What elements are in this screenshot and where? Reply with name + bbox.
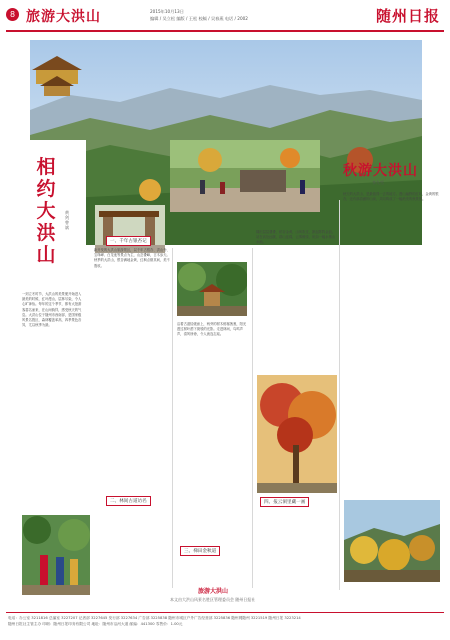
issue-editors: 编辑 / 吴立松 编版 / 王松 校稿 / 吴春燕 电话 / 2002: [150, 15, 248, 21]
footer-rule: [6, 612, 444, 613]
title-char: 大: [36, 200, 56, 222]
tourists-photo: [170, 140, 320, 212]
article-column-d: 秋天的大洪山，是最值得一去的地方。漫山遍野的红叶，金黄的银杏，还有那清澈的山泉，共同构成了一幅绝美的秋景图。: [343, 192, 439, 202]
title-char: 约: [36, 178, 56, 200]
newspaper-name: 随州日报: [375, 7, 440, 25]
column-divider: [172, 248, 173, 588]
header-rule: [6, 30, 444, 32]
subhead-four: 四、报云洞里藏一画: [260, 497, 309, 507]
subhead-three: 三、梯田金秋道: [180, 546, 220, 556]
right-feature-byline: 李九雪: [372, 180, 384, 185]
editor-credit: 本文由大洪山风景名胜区管理委员会 随州日报社: [170, 597, 256, 602]
article-column-a: 新开发的大洪山旅游景区，以千年古银杏、洪山寺、宝珠峰、白龙池等景点为主，山峦叠嶂，古木参天。秋季的大洪山，银杏满地金黄，红枫点缀其间，美不胜收。: [94, 248, 170, 268]
column-divider: [339, 200, 340, 590]
autumn-tree-photo: [257, 375, 337, 493]
footer-section-logo: 旅游大洪山: [198, 588, 229, 595]
left-feature-title: [34, 156, 58, 266]
yellow-trees-photo: [344, 500, 440, 582]
subhead-two: 二、林间古道访名: [106, 496, 151, 506]
forest-pavilion-photo: [177, 262, 247, 316]
section-title: 旅游大洪山: [26, 9, 101, 25]
article-column-b: 沿着古道拾级而上，两旁的树木郁郁葱葱，阳光透过树叶洒下斑驳的光影。走进林间，鸟鸣声声，清风徐徐，令人流连忘返。: [177, 322, 247, 337]
left-feature-byline: 黄剑 曾斌: [65, 210, 69, 230]
issue-date: 2015年10月13日: [150, 9, 184, 14]
article-column-c: 梯田层层叠叠，稻谷金黄，山风吹过，掀起阵阵金浪。站在高处远眺，群山连绵，云雾缭绕，宛如一幅水墨山水画。: [256, 230, 336, 245]
title-char: 相: [36, 156, 56, 178]
page-number: 8: [6, 8, 19, 21]
footer-publisher: 随州日报社主管主办 印刷：随州日报印务有限公司 地址：随州市沿河大道 邮编：441300 零售价：1.00元: [8, 622, 183, 626]
right-feature-title: 秋游大洪山: [343, 163, 418, 179]
tourists-red-scarf-photo: [22, 515, 90, 595]
subhead-one: 一、千年古银杏记: [106, 236, 151, 246]
title-char: 洪: [36, 222, 56, 244]
footer: [8, 615, 444, 627]
title-char: 山: [36, 244, 56, 266]
column-divider: [252, 248, 253, 588]
footer-contacts: 电话：办公室 3211816 总编室 3227207 记者部 3227645 发行部 3227634 广告部 3225838 随州市城区户外广告经营部 3225836 随州网随州 3221519 随州日报 3223214: [8, 616, 301, 620]
issue-info: [150, 9, 248, 22]
left-feature-body: 一到立冬时节，大洪山的美景便开始进入最美的时候，红叶漫山，层林尽染，令人心旷神怡。每年的这个季节，都有大批游客慕名而来，在山间徜徉，感受秋天的气息。大洪山位于随州市西南部，是国家级风景名胜区，森林覆盖率高，四季景色各异，尤以秋季为最。: [22, 292, 82, 328]
